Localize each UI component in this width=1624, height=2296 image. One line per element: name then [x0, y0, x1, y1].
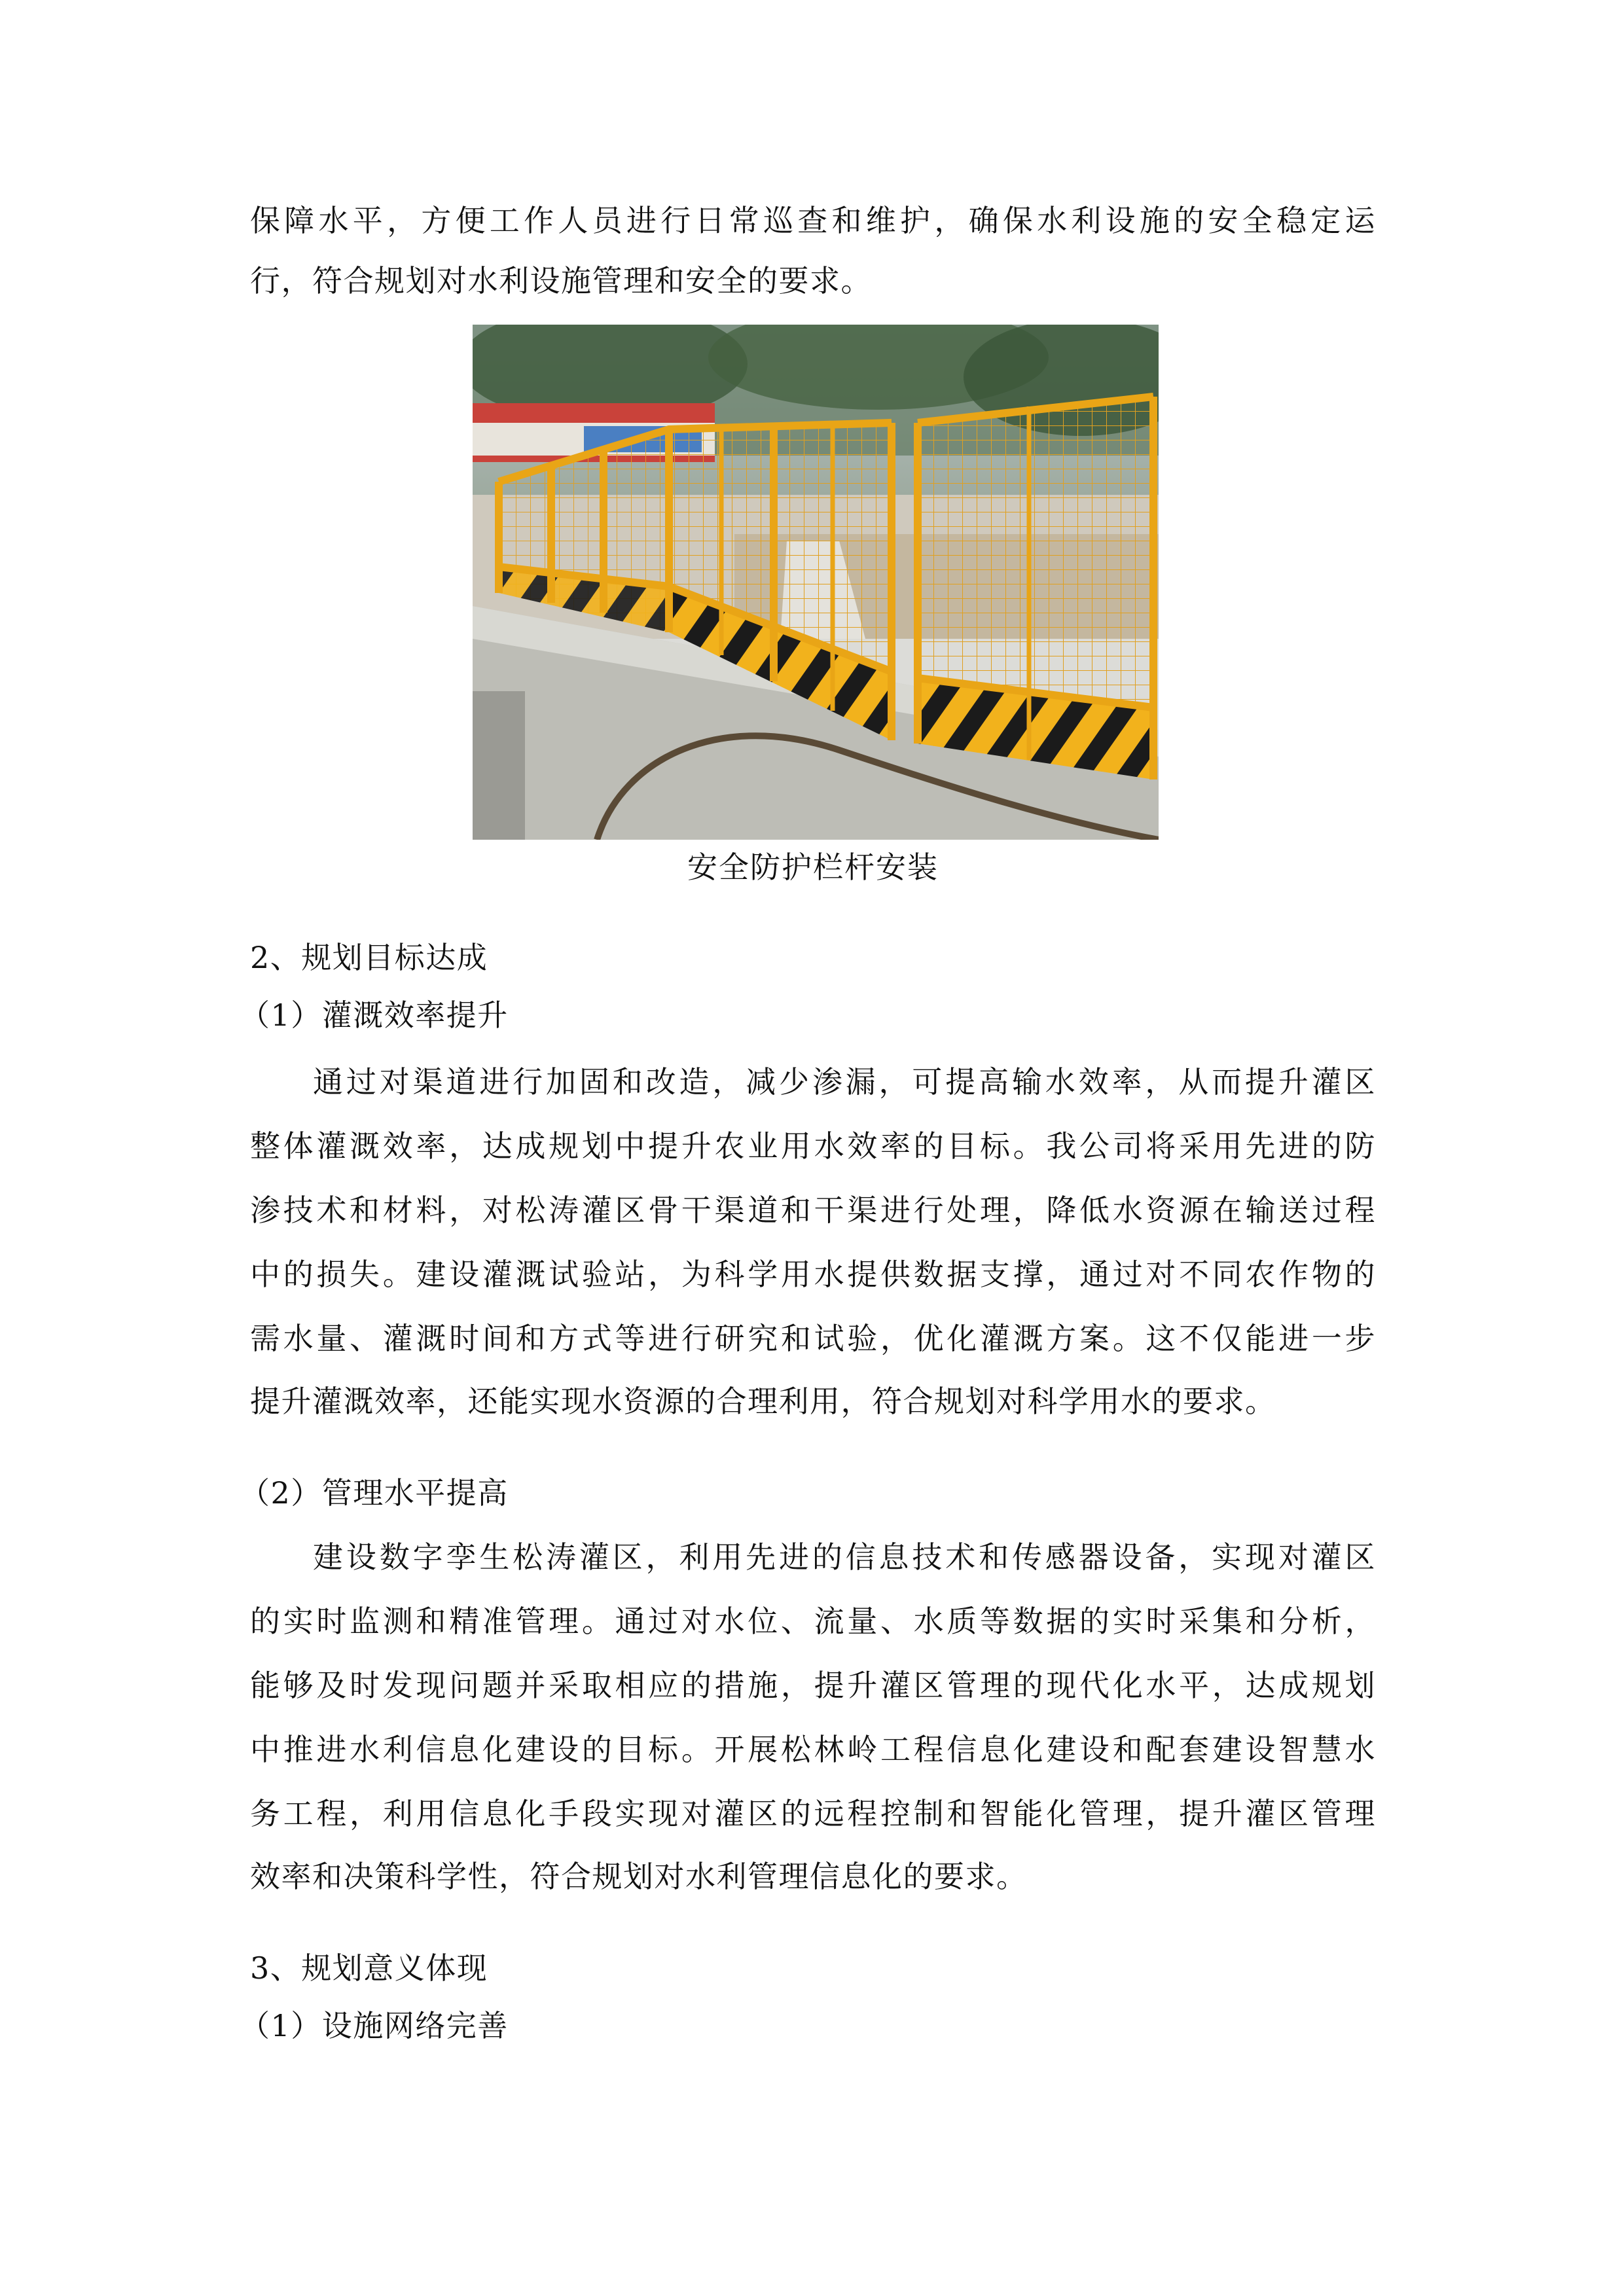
section-2-1-line-4: 中的损失。建设灌溉试验站，为科学用水提供数据支撑，通过对不同农作物的: [250, 1257, 1376, 1292]
section-2-2-line-6: 效率和决策科学性，符合规划对水利管理信息化的要求。: [250, 1859, 1028, 1894]
section-2-2-line-4: 中推进水利信息化建设的目标。开展松林岭工程信息化建设和配套建设智慧水: [250, 1732, 1376, 1767]
section-3-1-heading: （1）设施网络完善: [240, 2008, 509, 2043]
section-2-1-line-1: 通过对渠道进行加固和改造，减少渗漏，可提高输水效率，从而提升灌区: [313, 1064, 1376, 1100]
intro-line-1: 保障水平，方便工作人员进行日常巡查和维护，确保水利设施的安全稳定运: [250, 203, 1376, 238]
section-2-heading: 2、规划目标达成: [250, 940, 488, 975]
section-3-heading: 3、规划意义体现: [250, 1950, 488, 1986]
section-2-1-line-6: 提升灌溉效率，还能实现水资源的合理利用，符合规划对科学用水的要求。: [250, 1384, 1276, 1419]
section-2-2-line-2: 的实时监测和精准管理。通过对水位、流量、水质等数据的实时采集和分析，: [250, 1604, 1376, 1639]
section-2-2-line-3: 能够及时发现问题并采取相应的措施，提升灌区管理的现代化水平，达成规划: [250, 1668, 1376, 1703]
section-2-2-line-1: 建设数字孪生松涛灌区，利用先进的信息技术和传感器设备，实现对灌区: [313, 1539, 1376, 1575]
safety-railing-photo: [473, 325, 1159, 840]
section-2-2-heading: （2）管理水平提高: [240, 1475, 509, 1511]
section-2-1-line-5: 需水量、灌溉时间和方式等进行研究和试验，优化灌溉方案。这不仅能进一步: [250, 1321, 1376, 1356]
section-2-1-heading: （1）灌溉效率提升: [240, 997, 509, 1033]
figure-caption: 安全防护栏杆安装: [687, 850, 939, 885]
section-2-1-line-3: 渗技术和材料，对松涛灌区骨干渠道和干渠进行处理，降低水资源在输送过程: [250, 1193, 1376, 1228]
intro-line-2: 行，符合规划对水利设施管理和安全的要求。: [250, 263, 872, 298]
section-2-1-line-2: 整体灌溉效率，达成规划中提升农业用水效率的目标。我公司将采用先进的防: [250, 1128, 1376, 1164]
section-2-2-line-5: 务工程，利用信息化手段实现对灌区的远程控制和智能化管理，提升灌区管理: [250, 1796, 1376, 1831]
